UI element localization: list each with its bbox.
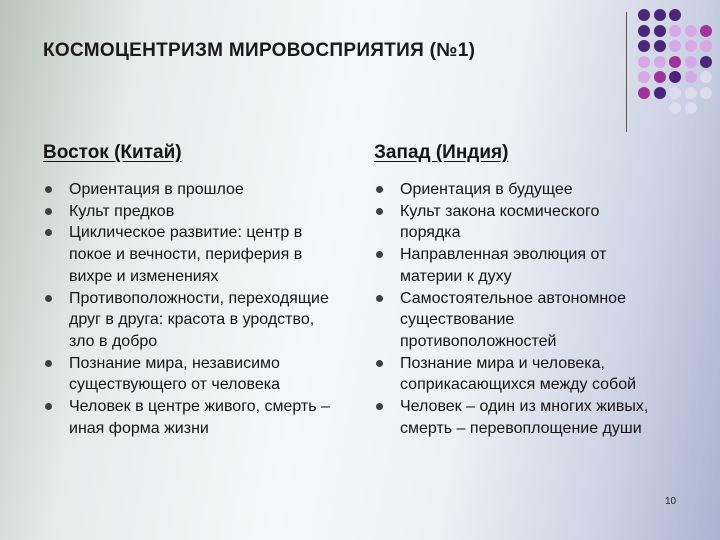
list-item-text: Направленная эволюция от материи к духу [400,246,607,285]
decorative-dot [685,56,697,68]
list-item [374,396,664,439]
decorative-dot [700,87,712,99]
list-item [43,179,343,201]
bullet-icon [45,360,52,367]
bullet-icon [376,208,383,215]
decorative-dot [638,71,650,83]
bullet-icon [376,186,383,193]
decorative-dot [669,56,681,68]
decorative-dot [685,25,697,37]
west-list [374,179,664,439]
decorative-vertical-line [626,12,627,132]
decorative-dot [638,56,650,68]
bullet-icon [45,229,52,236]
list-item-text: Противоположности, переходящие друг в друга: красота в уродство, зло в добро [69,289,329,350]
list-item-text: Человек в центре живого, смерть – иная форма жизни [69,398,330,437]
decorative-dot [669,87,681,99]
list-item [374,201,664,244]
decorative-dot [669,71,681,83]
decorative-dot [654,25,666,37]
bullet-icon [376,403,383,410]
decorative-dot [700,56,712,68]
west-column [374,141,664,439]
bullet-icon [45,208,52,215]
decorative-dot [685,71,697,83]
decorative-dot [638,9,650,21]
decorative-dot [700,71,712,83]
list-item-text: Самостоятельное автономное существование противоположностей [400,289,626,350]
bullet-icon [45,403,52,410]
east-column [43,141,343,439]
decorative-dot [669,40,681,52]
list-item-text: Ориентация в будущее [400,181,573,198]
list-item-text: Познание мира, независимо существующего от человека [69,354,280,394]
list-item-text: Культ предков [69,202,175,220]
decorative-dot [669,102,681,114]
decorative-dot [654,71,666,83]
list-item-text: Циклическое развитие: центр в покое и вечности, периферия в вихре и изменениях [69,224,303,285]
list-item-text: Человек – один из многих живых, смерть – перевоплощение души [400,398,649,437]
decorative-dot-grid [638,9,718,119]
list-item-text: Культ закона космического порядка [400,202,600,242]
decorative-dot [654,56,666,68]
decorative-dot [685,102,697,114]
slide-title: КОСМОЦЕНТРИЗМ МИРОВОСПРИЯТИЯ (№1) [43,40,476,61]
decorative-dot [638,25,650,37]
east-heading: Восток (Китай) [43,142,182,163]
west-heading: Запад (Индия) [374,142,509,163]
list-item [43,288,343,353]
list-item [374,179,664,201]
list-item [43,396,343,439]
decorative-dot [654,40,666,52]
list-item [43,222,343,287]
list-item [43,353,343,396]
list-item [374,288,664,353]
list-item [374,244,664,287]
decorative-dot [700,25,712,37]
decorative-dot [685,87,697,99]
east-list [43,179,343,439]
decorative-dot [685,40,697,52]
bullet-icon [45,186,52,193]
decorative-dot [669,25,681,37]
bullet-icon [376,251,383,258]
bullet-icon [376,295,383,302]
decorative-dot [654,9,666,21]
decorative-dot [638,87,650,99]
decorative-dot [638,40,650,52]
decorative-dot [700,40,712,52]
bullet-icon [45,295,52,302]
page-number: 10 [665,496,677,507]
list-item-text: Ориентация в прошлое [69,181,244,198]
list-item [43,201,343,223]
list-item [374,353,664,396]
decorative-dot [669,9,681,21]
bullet-icon [376,360,383,367]
list-item-text: Познание мира и человека, соприкасающихся между собой [400,354,637,394]
decorative-dot [654,87,666,99]
